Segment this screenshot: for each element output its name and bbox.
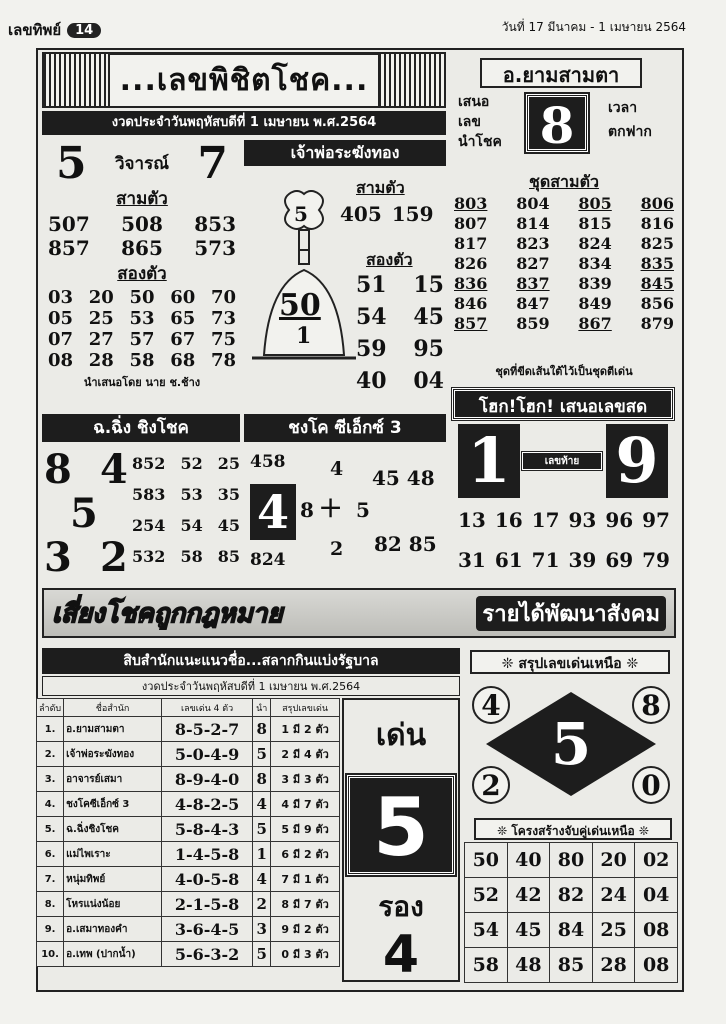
chingchok-row bbox=[132, 485, 240, 504]
summary-table bbox=[36, 698, 340, 967]
table-cell: 3. bbox=[37, 767, 64, 792]
two-digit-number: 68 bbox=[170, 350, 196, 371]
pair-grid-row bbox=[465, 913, 678, 948]
three-set-row bbox=[454, 234, 674, 253]
chaopho-section bbox=[244, 168, 446, 410]
hotfresh-number: 39 bbox=[568, 548, 597, 572]
table-cell: 9 มี 2 ตัว bbox=[271, 917, 340, 942]
three-set-number: 857 bbox=[454, 314, 488, 333]
bell-top-digit: 5 bbox=[294, 202, 308, 226]
table-cell: 2-1-5-8 bbox=[161, 892, 252, 917]
chaopho-two-number: 51 bbox=[356, 272, 387, 298]
table-cell: อ.เทพ (ปากน้ำ) bbox=[64, 942, 162, 967]
two-digit-title: สองตัว bbox=[117, 264, 167, 284]
three-set-number: 827 bbox=[516, 254, 550, 273]
chaopho-two-number: 95 bbox=[413, 336, 444, 362]
hotfresh-number-row bbox=[458, 508, 670, 532]
table-cell: แม่ไพเราะ bbox=[64, 842, 162, 867]
three-set-number: 804 bbox=[516, 194, 550, 213]
two-digit-row bbox=[48, 329, 236, 350]
two-digit-number: 28 bbox=[88, 350, 114, 371]
table-row bbox=[37, 767, 340, 792]
chongko-title: ชงโค ซีเอ็กซ์ 3 bbox=[244, 414, 446, 442]
pair-grid-cell: 08 bbox=[635, 948, 678, 983]
three-set-number: 849 bbox=[578, 294, 612, 313]
table-row bbox=[37, 917, 340, 942]
magazine-header bbox=[8, 18, 101, 42]
three-digit-row bbox=[48, 212, 236, 236]
two-digit-number: 05 bbox=[48, 308, 74, 329]
two-digit-number: 65 bbox=[170, 308, 196, 329]
three-set-number: 845 bbox=[640, 274, 674, 293]
star-icon: ❊ bbox=[638, 824, 649, 838]
pair-grid-cell: 25 bbox=[592, 913, 635, 948]
table-cell: 5 bbox=[253, 742, 271, 767]
table-cell: 8 มี 7 ตัว bbox=[271, 892, 340, 917]
chingchok-title: ฉ.ฉิ่ง ชิงโชค bbox=[42, 414, 240, 442]
two-digit-number: 27 bbox=[88, 329, 114, 350]
table-cell: 2 bbox=[253, 892, 271, 917]
pair-grid-cell: 40 bbox=[507, 843, 550, 878]
hotfresh-digit-b: 9 bbox=[606, 424, 668, 498]
table-cell: 5 มี 9 ตัว bbox=[271, 817, 340, 842]
three-set-number: 834 bbox=[578, 254, 612, 273]
chingchok-row bbox=[132, 547, 240, 566]
three-set-number: 805 bbox=[578, 194, 612, 213]
two-digit-number: 75 bbox=[210, 329, 236, 350]
den-label: เด่น bbox=[375, 718, 427, 753]
three-digit-number: 508 bbox=[121, 212, 163, 236]
table-cell: 6. bbox=[37, 842, 64, 867]
birth-time-label: เวลา ตกฟาก bbox=[608, 100, 652, 140]
chongko-big-digit: 4 bbox=[250, 484, 296, 540]
two-digit-number: 67 bbox=[170, 329, 196, 350]
vijarn-right-digit: 7 bbox=[197, 138, 228, 189]
hotfresh-number: 31 bbox=[458, 548, 486, 572]
hotfresh-number: 79 bbox=[642, 548, 670, 572]
hotfresh-number: 13 bbox=[458, 508, 486, 532]
three-set-number: 846 bbox=[454, 294, 488, 313]
table-cell: 10. bbox=[37, 942, 64, 967]
chingchok-number: 58 bbox=[180, 547, 203, 566]
hotfresh-number: 17 bbox=[531, 508, 560, 532]
table-cell: 5-8-4-3 bbox=[161, 817, 252, 842]
three-digit-row bbox=[48, 236, 236, 260]
pair-grid-row bbox=[465, 878, 678, 913]
table-cell: 7. bbox=[37, 867, 64, 892]
three-digit-list bbox=[42, 212, 242, 260]
pair-grid-cell: 08 bbox=[635, 913, 678, 948]
table-row bbox=[37, 867, 340, 892]
main-title: ...เลขพิชิตโชค... bbox=[42, 52, 446, 108]
chingchok-number: 85 bbox=[217, 547, 240, 566]
three-set-row bbox=[454, 274, 674, 293]
chingchok-number: 54 bbox=[180, 516, 203, 535]
table-row bbox=[37, 892, 340, 917]
three-set-number: 847 bbox=[516, 294, 550, 313]
table-cell: 4-0-5-8 bbox=[161, 867, 252, 892]
three-digit-number: 573 bbox=[194, 236, 236, 260]
pair-grid-cell: 48 bbox=[507, 948, 550, 983]
two-digit-number: 08 bbox=[48, 350, 74, 371]
hotfresh-number: 61 bbox=[494, 548, 523, 572]
hotfresh-row-2 bbox=[458, 548, 670, 572]
table-cell: 3 bbox=[253, 917, 271, 942]
table-cell: 7 มี 1 ตัว bbox=[271, 867, 340, 892]
table-cell: 2. bbox=[37, 742, 64, 767]
chingchok-row bbox=[132, 454, 240, 473]
hotfresh-number: 96 bbox=[605, 508, 634, 532]
pair-grid-cell: 20 bbox=[592, 843, 635, 878]
two-digit-list bbox=[42, 287, 242, 371]
bell-denominator: 1 bbox=[296, 323, 312, 349]
table-row bbox=[37, 842, 340, 867]
table-cell: 4 bbox=[253, 867, 271, 892]
vijarn-label: วิจารณ์ bbox=[115, 154, 169, 174]
table-cell: 1. bbox=[37, 717, 64, 742]
cross-symbol: + bbox=[318, 490, 344, 525]
table-cell: ชงโคซีเอ็กซ์ 3 bbox=[64, 792, 162, 817]
table-cell: 8 bbox=[253, 767, 271, 792]
hotfresh-row-1 bbox=[458, 508, 670, 532]
summary-title: ❊ สรุปเลขเด่นเหนือ ❊ bbox=[470, 650, 670, 674]
chaopho-two-number: 15 bbox=[413, 272, 444, 298]
table-header-cell: ชื่อสำนัก bbox=[64, 699, 162, 717]
chaopho-two-title: สองตัว bbox=[366, 250, 413, 269]
chingchok-number: 583 bbox=[132, 485, 166, 504]
hotfresh-title: โฮก!โฮก! เสนอเลขสด bbox=[452, 388, 674, 420]
pair-grid-cell: 85 bbox=[550, 948, 593, 983]
three-set-number: 825 bbox=[640, 234, 674, 253]
two-digit-number: 70 bbox=[210, 287, 236, 308]
chaopho-two-row bbox=[356, 304, 444, 330]
pair-grid-title: ❊ โครงสร้างจับคู่เด่นเหนือ ❊ bbox=[474, 818, 672, 840]
three-set-row bbox=[454, 254, 674, 273]
three-set-number: 806 bbox=[640, 194, 674, 213]
chingchok-number: 254 bbox=[132, 516, 166, 535]
table-cell: 6 มี 2 ตัว bbox=[271, 842, 340, 867]
two-digit-number: 07 bbox=[48, 329, 74, 350]
table-cell: 4. bbox=[37, 792, 64, 817]
hotfresh-number: 93 bbox=[568, 508, 597, 532]
table-subtitle: งวดประจำวันพฤหัสบดีที่ 1 เมษายน พ.ศ.2564 bbox=[42, 676, 460, 696]
rong-label: รอง bbox=[378, 890, 424, 923]
table-cell: 1-4-5-8 bbox=[161, 842, 252, 867]
presenter-credit: นำเสนอโดย นาย ช.ช้าง bbox=[83, 376, 201, 389]
chaopho-two-number: 45 bbox=[413, 304, 444, 330]
hotfresh-number: 71 bbox=[531, 548, 560, 572]
table-row bbox=[37, 817, 340, 842]
banner-right-text: รายได้พัฒนาสังคม bbox=[476, 596, 666, 631]
table-cell: 5 bbox=[253, 942, 271, 967]
vijarn-section bbox=[42, 138, 242, 410]
two-digit-number: 58 bbox=[129, 350, 155, 371]
pair-grid-cell: 02 bbox=[635, 843, 678, 878]
chingchok-number: 532 bbox=[132, 547, 166, 566]
last-digit-label: เลขท้าย bbox=[522, 452, 602, 470]
table-cell: เจ้าพ่อระฆังทอง bbox=[64, 742, 162, 767]
draw-subtitle: งวดประจำวันพฤหัสบดีที่ 1 เมษายน พ.ศ.2564 bbox=[42, 111, 446, 135]
hotfresh-number: 16 bbox=[494, 508, 523, 532]
three-set-number: 836 bbox=[454, 274, 488, 293]
table-cell: 3-6-4-5 bbox=[161, 917, 252, 942]
table-cell: หนุ่มทิพย์ bbox=[64, 867, 162, 892]
table-header-cell: ลำดับ bbox=[37, 699, 64, 717]
three-set-number: 867 bbox=[578, 314, 612, 333]
diamond-center-digit: 5 bbox=[550, 710, 592, 778]
three-set-number: 803 bbox=[454, 194, 488, 213]
three-set-note: ชุดที่ขีดเส้นใต้ไว้เป็นชุดตีเด่น bbox=[495, 365, 633, 378]
chingchok-number: 53 bbox=[180, 485, 203, 504]
two-digit-number: 57 bbox=[129, 329, 155, 350]
three-set-number: 824 bbox=[578, 234, 612, 253]
table-cell: 8-5-2-7 bbox=[161, 717, 252, 742]
table-cell: 5. bbox=[37, 817, 64, 842]
table-header-cell: สรุปเลขเด่น bbox=[271, 699, 340, 717]
three-set-number: 823 bbox=[516, 234, 550, 253]
star-icon: ❊ bbox=[497, 824, 508, 838]
table-cell: โหรแน่งน้อย bbox=[64, 892, 162, 917]
two-digit-number: 50 bbox=[129, 287, 155, 308]
table-cell: 5 bbox=[253, 817, 271, 842]
ajyam-title: อ.ยามสามตา bbox=[480, 58, 642, 88]
table-row bbox=[37, 717, 340, 742]
hotfresh-section bbox=[452, 424, 674, 584]
three-set-row bbox=[454, 194, 674, 213]
chaopho-two-number: 54 bbox=[356, 304, 387, 330]
chaopho-title: เจ้าพ่อระฆังทอง bbox=[244, 140, 446, 166]
chingchok-number: 52 bbox=[180, 454, 203, 473]
pair-grid-cell: 52 bbox=[465, 878, 508, 913]
rong-number: 4 bbox=[382, 925, 420, 985]
chaopho-two-row bbox=[356, 368, 444, 394]
chingchok-number: 25 bbox=[217, 454, 240, 473]
vijarn-left-digit: 5 bbox=[56, 138, 87, 189]
chaopho-two-row bbox=[356, 336, 444, 362]
table-cell: อ.เสมาทองคำ bbox=[64, 917, 162, 942]
three-set-number: 807 bbox=[454, 214, 488, 233]
chaopho-two-number: 59 bbox=[356, 336, 387, 362]
two-digit-number: 73 bbox=[210, 308, 236, 329]
pair-grid-cell: 84 bbox=[550, 913, 593, 948]
three-set-number: 879 bbox=[640, 314, 674, 333]
table-cell: อ.ยามสามตา bbox=[64, 717, 162, 742]
table-cell: 8. bbox=[37, 892, 64, 917]
three-set-number: 859 bbox=[516, 314, 550, 333]
three-set-grid bbox=[454, 194, 674, 334]
hotfresh-digit-a: 1 bbox=[458, 424, 520, 498]
three-set-number: 816 bbox=[640, 214, 674, 233]
chaopho-two-list bbox=[356, 272, 444, 400]
three-set-number: 814 bbox=[516, 214, 550, 233]
three-set-row bbox=[454, 294, 674, 313]
chingchok-row bbox=[132, 516, 240, 535]
two-digit-number: 53 bbox=[129, 308, 155, 329]
chaopho-three-title: สามตัว bbox=[356, 178, 405, 197]
summary-diagram: 5 4 8 2 0 bbox=[466, 678, 676, 810]
star-icon: ❊ bbox=[626, 656, 639, 672]
issue-date: วันที่ 17 มีนาคม - 1 เมษายน 2564 bbox=[501, 20, 686, 34]
banner-left-text: เสี่ยงโชคถูกกฎหมาย bbox=[52, 598, 283, 629]
table-cell: 4-8-2-5 bbox=[161, 792, 252, 817]
two-digit-number: 60 bbox=[170, 287, 196, 308]
three-set-number: 837 bbox=[516, 274, 550, 293]
three-set-number: 856 bbox=[640, 294, 674, 313]
table-cell: ฉ.ฉิ่งชิงโชค bbox=[64, 817, 162, 842]
pair-grid-cell: 42 bbox=[507, 878, 550, 913]
ajyam-offer-label: เสนอ เลข นำโชค bbox=[458, 94, 502, 150]
table-header-row bbox=[37, 699, 340, 717]
den-number: 5 bbox=[347, 775, 455, 875]
three-digit-number: 865 bbox=[121, 236, 163, 260]
table-cell: 4 มี 7 ตัว bbox=[271, 792, 340, 817]
chaopho-two-number: 04 bbox=[413, 368, 444, 394]
chingchok-number: 852 bbox=[132, 454, 166, 473]
pair-grid-cell: 45 bbox=[507, 913, 550, 948]
pair-grid-cell: 58 bbox=[465, 948, 508, 983]
pair-grid-cell: 82 bbox=[550, 878, 593, 913]
two-digit-number: 78 bbox=[210, 350, 236, 371]
den-section bbox=[342, 698, 460, 985]
pair-grid-row bbox=[465, 843, 678, 878]
table-row bbox=[37, 742, 340, 767]
pair-grid-cell: 04 bbox=[635, 878, 678, 913]
three-set-number: 815 bbox=[578, 214, 612, 233]
two-digit-row bbox=[48, 287, 236, 308]
page-number: 14 bbox=[67, 23, 101, 38]
table-cell: 8 bbox=[253, 717, 271, 742]
table-cell: 4 bbox=[253, 792, 271, 817]
pair-grid bbox=[464, 842, 678, 983]
table-header-cell: เลขเด่น 4 ตัว bbox=[161, 699, 252, 717]
table-cell: 3 มี 3 ตัว bbox=[271, 767, 340, 792]
chaopho-three-list: 405 159 bbox=[340, 202, 434, 226]
chaopho-two-row bbox=[356, 272, 444, 298]
pair-grid-cell: 24 bbox=[592, 878, 635, 913]
three-set-row bbox=[454, 214, 674, 233]
chingchok-section: 8 4 5 3 2 852 52 25 583 53 35 254 54 45 532 58 85 bbox=[44, 446, 240, 581]
table-cell: 0 มี 3 ตัว bbox=[271, 942, 340, 967]
chongko-section: 458 4 45 48 4 8 + 5 824 2 82 85 bbox=[250, 452, 437, 570]
three-set-number: 826 bbox=[454, 254, 488, 273]
table-cell: 2 มี 4 ตัว bbox=[271, 742, 340, 767]
table-cell: 5-0-4-9 bbox=[161, 742, 252, 767]
table-cell: 1 bbox=[253, 842, 271, 867]
two-digit-row bbox=[48, 350, 236, 371]
pair-grid-cell: 80 bbox=[550, 843, 593, 878]
pair-grid-row bbox=[465, 948, 678, 983]
bell-number: 50 bbox=[279, 288, 321, 323]
chingchok-number-list bbox=[132, 454, 240, 578]
three-set-title: ชุดสามตัว bbox=[529, 172, 599, 191]
hotfresh-number: 97 bbox=[642, 508, 670, 532]
two-digit-number: 03 bbox=[48, 287, 74, 308]
table-cell: 8-9-4-0 bbox=[161, 767, 252, 792]
ajyam-lucky-digit: 8 bbox=[526, 94, 588, 152]
three-set-number: 817 bbox=[454, 234, 488, 253]
three-set-number: 839 bbox=[578, 274, 612, 293]
pair-grid-cell: 54 bbox=[465, 913, 508, 948]
chaopho-two-number: 40 bbox=[356, 368, 387, 394]
table-cell: 1 มี 2 ตัว bbox=[271, 717, 340, 742]
two-digit-number: 25 bbox=[88, 308, 114, 329]
two-digit-row bbox=[48, 308, 236, 329]
table-header-cell: นำ bbox=[253, 699, 271, 717]
chingchok-number: 45 bbox=[217, 516, 240, 535]
table-cell: อาจารย์เสมา bbox=[64, 767, 162, 792]
hotfresh-number: 69 bbox=[605, 548, 634, 572]
three-set-number: 835 bbox=[640, 254, 674, 273]
lottery-banner bbox=[42, 588, 676, 638]
star-icon: ❊ bbox=[501, 656, 514, 672]
three-digit-number: 857 bbox=[48, 236, 90, 260]
three-digit-number: 507 bbox=[48, 212, 90, 236]
chingchok-number: 35 bbox=[217, 485, 240, 504]
table-cell: 9. bbox=[37, 917, 64, 942]
three-set-row bbox=[454, 314, 674, 333]
pair-grid-cell: 50 bbox=[465, 843, 508, 878]
three-digit-number: 853 bbox=[194, 212, 236, 236]
table-row bbox=[37, 792, 340, 817]
table-cell: 5-6-3-2 bbox=[161, 942, 252, 967]
pair-grid-cell: 28 bbox=[592, 948, 635, 983]
magazine-name: เลขทิพย์ bbox=[8, 21, 62, 39]
table-title: สิบสำนักแนะแนวชื่อ...สลากกินแบ่งรัฐบาล bbox=[42, 648, 460, 674]
hotfresh-number-row bbox=[458, 548, 670, 572]
table-row bbox=[37, 942, 340, 967]
three-digit-title: สามตัว bbox=[116, 189, 168, 209]
two-digit-number: 20 bbox=[88, 287, 114, 308]
